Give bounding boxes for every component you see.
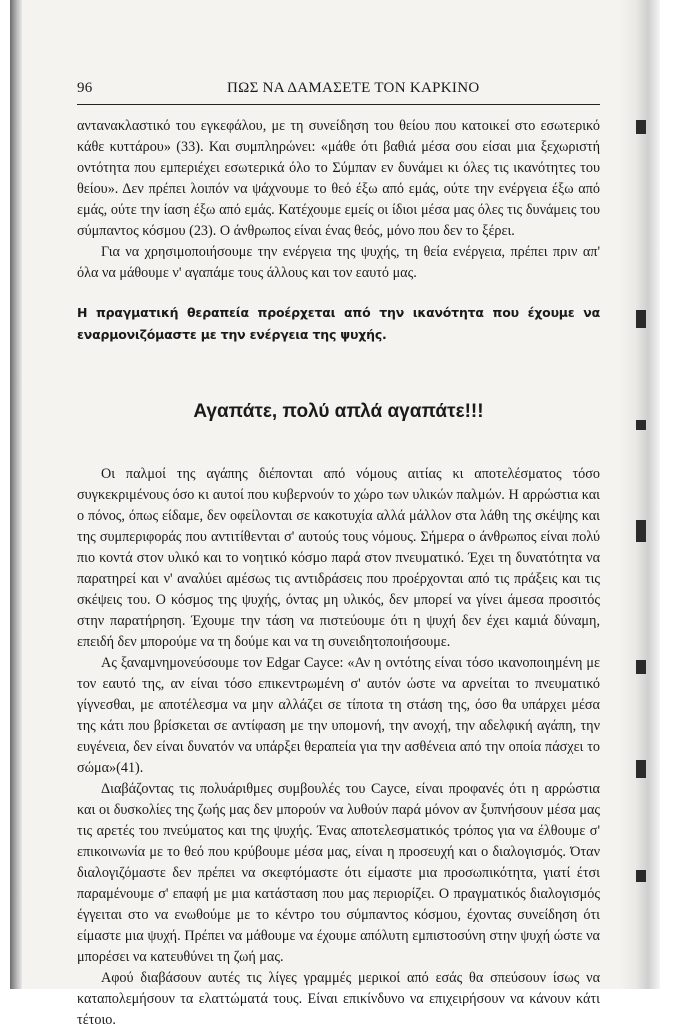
paragraph: Για να χρησιμοποιήσουμε την ενέργεια της ψυχής, τη θεία ενέργεια, πρέπει πριν απ' όλα να μάθουμε ν' αγαπάμε τους άλλους και τον εαυτό μας. [77,244,600,281]
page-number: 96 [77,80,93,96]
edge-tab [636,310,646,328]
paragraph: Διαβάζοντας τις πολυάριθμες συμβουλές του Cayce, είναι προφανές ότι η αρρώστια και οι δυσκολίες της ζωής μας δεν μπορούν να λυθούν παρά μόνον αν ξυπνήσουν μέσα μας τις αρετές του πνεύματος και της ψυχής. Ένας αποτελεσματικός τρόπος για να έλθουμε σ' επικοινωνία με το θεό που κρύβουμε μέσα μας, είναι η προσευχή και ο διαλογισμός. Όταν διαλογιζόμαστε δεν πρέπει να σκεφτόμαστε ότι είμαστε μια προσωπικότητα, γιατί έτσι παραμένουμε σ' επαφή με μια κατάσταση που μας περιορίζει. Ο πραγματικός διαλογισμός έγγειται στο να ενωθούμε με το κέντρο του σύμπαντος κόσμου, έχοντας συνείδηση ότι είμαστε μια ψυχή. Πρέπει να μάθουμε να έχουμε απόλυτη εμπιστοσύνη στην ψυχή ώστε να μπορέσει να κατευθύνει τη ζωή μας. [77,781,600,965]
paragraph: αντανακλαστικό του εγκεφάλου, με τη συνείδηση του θείου που κατοικεί στο εσωτερικό κάθε κυττάρου» (33). Και συμπληρώνει: «μάθε ότι βαθιά μέσα σου είσαι μια ξεχωριστή οντότητα που εμπεριέχει εσωτερικά όλο το Σύμπαν εν δυνάμει κι όλες τις ικανότητες του θείου». Δεν πρέπει λοιπόν να ψάχνουμε το θεό έξω από εμάς, ούτε την ενέργεια έξω από εμάς, ούτε την ίαση έξω από εμάς. Κατέχουμε εμείς οι ίδιοι μέσα μας όλες τις δυνάμεις του σύμπαντος κόσμου (23). Ο άνθρωπος είναι ένας θεός, μόνο που δεν το ξέρει. [77,118,600,239]
paragraph: Αφού διαβάσουν αυτές τις λίγες γραμμές μερικοί από εσάς θα σπεύσουν ίσως να καταπολεμήσουν τα ελαττώματά τους. Είναι επικίνδυνο να επιχειρήσουν να κάνουν κάτι τέτοιο. [77,970,600,1028]
page-edge [620,0,660,989]
edge-tab [636,870,646,882]
paragraph: Ας ξαναμνημονεύσουμε τον Edgar Cayce: «Αν η οντότης είναι τόσο ικανοποιημένη με τον εαυτό της, αν είναι τόσο επικεντρωμένη σ' αυτόν ώστε να αρνείται το πνευματικό γίγνεσθαι, με αποτέλεσμα να μην αλλάζει σε τίποτα τη στάση της, όσο θα υπάρχει μέσα της κάτι που βρίσκεται σε αντίφαση με την υπομονή, την ανοχή, την αδελφική αγάπη, την ευγένεια, δεν είναι δυνατόν να υπάρξει θεραπεία για την ασθένεια από την οποία πάσχει το σώμα»(41). [77,655,600,776]
section-heading: Αγαπάτε, πολύ απλά αγαπάτε!!! [193,401,484,422]
edge-tab [636,520,646,542]
edge-tab [636,420,646,430]
spiral-binding [10,0,22,989]
header-rule [77,104,600,105]
paragraph: Οι παλμοί της αγάπης διέπονται από νόμους αιτίας κι αποτελέσματος τόσο συγκεκριμένους όσο κι αυτοί που κυβερνούν το χώρο των υλικών παλμών. Η αρρώστια και ο πόνος, όπως είδαμε, δεν οφείλονται σε κακοτυχία αλλά μάλλον στα λάθη της σκέψης και της συμπεριφοράς που αντιτίθενται σ' αυτούς τους νόμους. Σήμερα ο άνθρωπος είναι πολύ πιο κοντά στον υλικό και το νοητικό κόσμο παρά στον πνευματικό. Έχει τη δυνατότητα να παρατηρεί και ν' αναλύει αμέσως τις αντιδράσεις που προέρχονται από τις πράξεις και τις σκέψεις του. Ο κόσμος της ψυχής, όντας μη υλικός, δεν μπορεί να γίνει άμεσα προσιτός στην παρατήρηση. Έχουμε την τάση να πιστεύουμε ότι η ψυχή δεν έχει καμιά δύναμη, επειδή δεν μπορούμε να τη δούμε και να τη συνειδητοποιήσουμε. [77,466,600,650]
page-body [77,116,600,1031]
running-title: ΠΩΣ ΝΑ ΔΑΜΑΣΕΤΕ ΤΟΝ ΚΑΡΚΙΝΟ [227,80,480,96]
page-header [77,80,600,97]
edge-tab [636,660,646,674]
bold-statement: Η πραγματική θεραπεία προέρχεται από την ικανότητα που έχουμε να εναρμονιζόμαστε με την ενέργεια της ψυχής. [77,305,600,342]
edge-tab [636,760,646,778]
edge-tab [636,120,646,134]
